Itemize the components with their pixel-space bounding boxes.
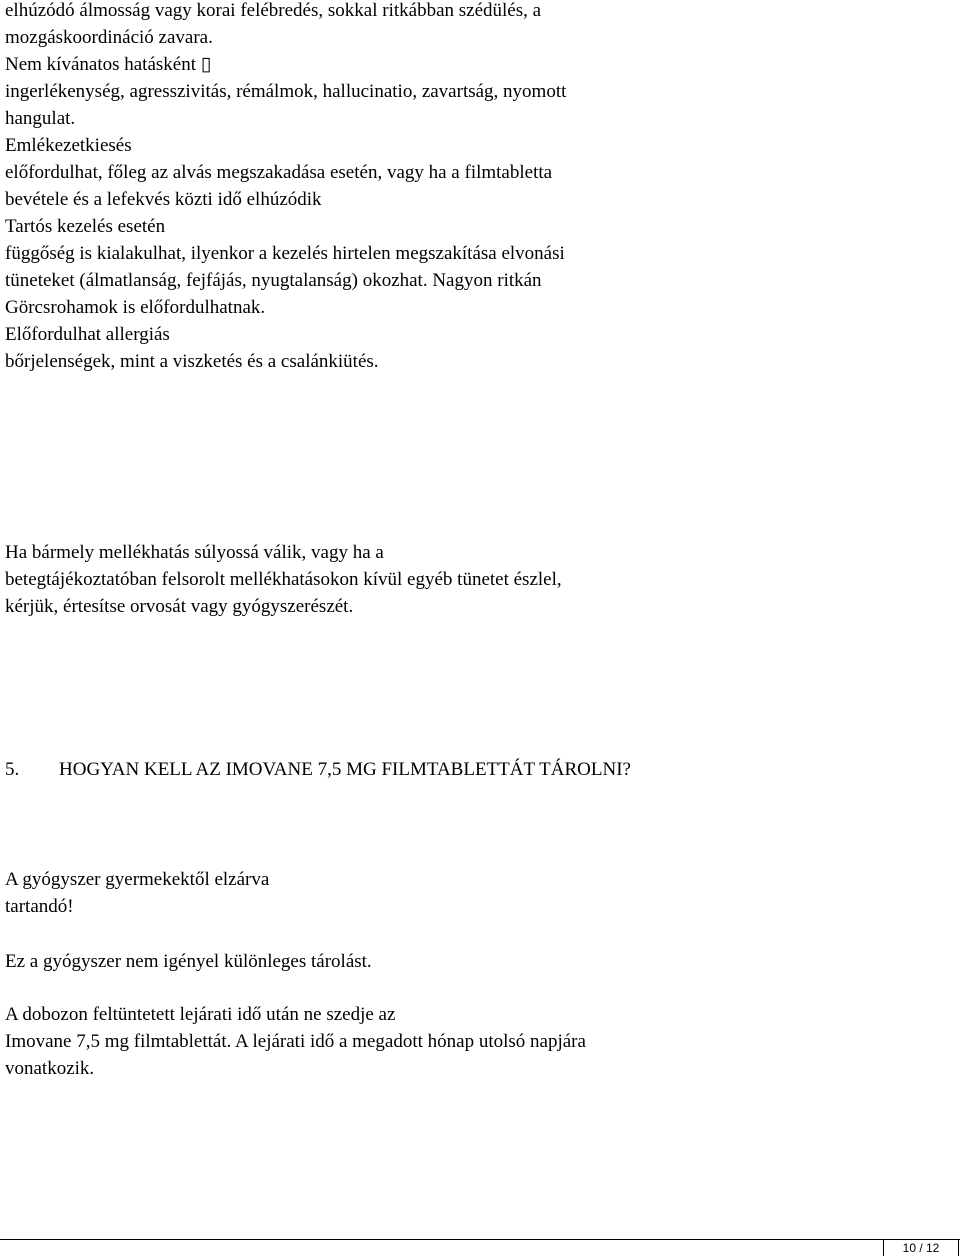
text-line: A dobozon feltüntetett lejárati idő után ne szedje az (5, 1004, 396, 1025)
text-line: tüneteket (álmatlanság, fejfájás, nyugtalanság) okozhat. Nagyon ritkán (5, 270, 542, 291)
footer-divider (0, 1239, 960, 1240)
text-line: Tartós kezelés esetén (5, 216, 166, 237)
text-line: elhúzódó álmosság vagy korai felébredés, sokkal ritkábban szédülés, a (5, 0, 542, 21)
text-line: Emlékezetkiesés (5, 135, 132, 156)
section-title: HOGYAN KELL AZ IMOVANE 7,5 MG FILMTABLETTÁT TÁROLNI? (59, 759, 631, 780)
text-line: Görcsrohamok is előfordulhatnak. (5, 297, 266, 318)
section-number: 5. (5, 759, 20, 780)
text-line: Ha bármely mellékhatás súlyossá válik, vagy ha a (5, 542, 384, 563)
text-line: Ez a gyógyszer nem igényel különleges tárolást. (5, 951, 372, 972)
text-line: előfordulhat, főleg az alvás megszakadása esetén, vagy ha a filmtabletta (5, 162, 553, 183)
text-line: kérjük, értesítse orvosát vagy gyógyszerészét. (5, 596, 354, 617)
text-line: vonatkozik. (5, 1058, 95, 1079)
text-line: Imovane 7,5 mg filmtablettát. A lejárati idő a megadott hónap utolsó napjára (5, 1031, 586, 1052)
page-number: 10 / 12 (902, 1241, 940, 1255)
text-line: bevétele és a lefekvés közti idő elhúzódik (5, 189, 322, 210)
text-line: betegtájékoztatóban felsorolt mellékhatásokon kívül egyéb tünetet észlel, (5, 569, 562, 590)
text-line: ingerlékenység, agresszivitás, rémálmok, hallucinatio, zavartság, nyomott (5, 81, 567, 102)
text-line: Nem kívánatos hatásként ▯ (5, 54, 212, 75)
text-line: tartandó! (5, 896, 74, 917)
text-line: bőrjelenségek, mint a viszketés és a csalánkiütés. (5, 351, 379, 372)
text-line: függőség is kialakulhat, ilyenkor a kezelés hirtelen megszakítása elvonási (5, 243, 565, 264)
text-line: mozgáskoordináció zavara. (5, 27, 213, 48)
text-line: A gyógyszer gyermekektől elzárva (5, 869, 270, 890)
text-line: hangulat. (5, 108, 76, 129)
text-line: Előfordulhat allergiás (5, 324, 170, 345)
